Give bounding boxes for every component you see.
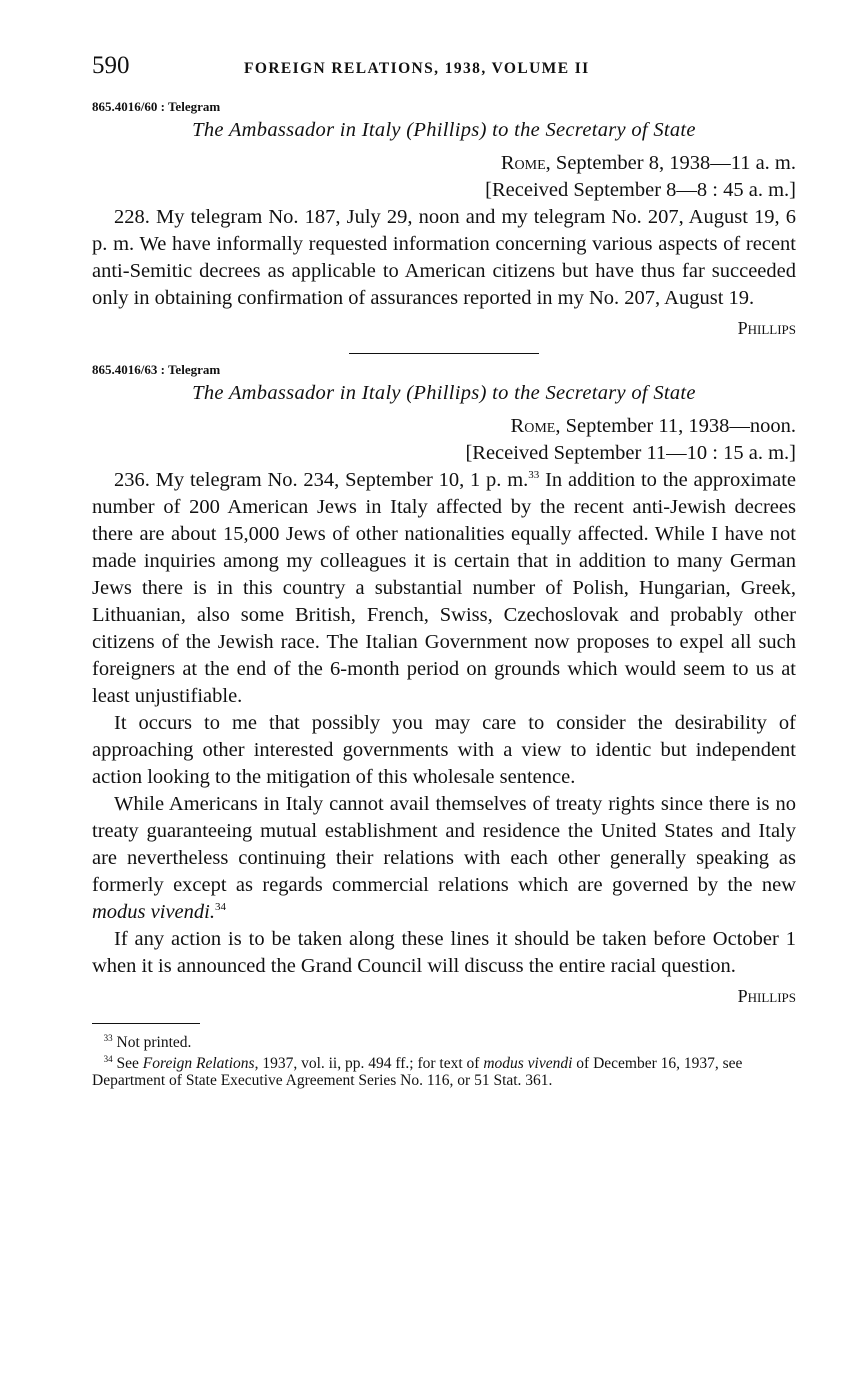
telegram-body-paragraph-4: If any action is to be taken along these lines it should be taken before October 1 when it is announced the Grand Council will discuss the entire racial question. bbox=[92, 928, 796, 977]
telegram-body-paragraph-1: 236. My telegram No. 234, September 10, 1 p. m.$^{33}$ In addition to the approximate number of 200 American Jews in Italy affected by the recent anti-Jewish decrees there are about 15,000 Jews of other nationalities equally affected. While I have not made inquiries among my colleagues it is certain that in addition to many German Jews there is in this country a substantial number of Polish, Hungarian, Greek, Lithuanian, also some British, French, Swiss, Czechoslovak and probably other citizens of the Jewish race. The Italian Government now proposes to expel all such foreigners at the end of the 6-month period on grounds which would seem to us at least unjustifiable. bbox=[92, 469, 796, 707]
footnote-33: $^{33}$ Not printed. bbox=[103, 1033, 192, 1052]
signature: Phillips bbox=[737, 986, 796, 1006]
date-time: , September 11, 1938—noon. bbox=[555, 415, 796, 437]
place-name: Rome bbox=[500, 152, 546, 174]
dateline bbox=[92, 413, 796, 440]
footnote-ref-33[interactable]: 33 bbox=[528, 469, 540, 482]
telegram-1 bbox=[92, 99, 796, 339]
footnote-34: $^{34}$ See Foreign Relations, 1937, vol. ii, pp. 494 ff.; for text of modus vivendi of December 16, 1937, see Department of State Executive Agreement Series No. 116, or 51 Stat. 361. bbox=[92, 1054, 743, 1090]
dateline bbox=[92, 150, 796, 177]
document-title: The Ambassador in Italy (Phillips) to the Secretary of State bbox=[192, 119, 696, 141]
received-line: [Received September 8—8 : 45 a. m.] bbox=[485, 179, 796, 201]
telegram-2 bbox=[92, 362, 796, 1007]
footnote-divider bbox=[92, 1023, 200, 1024]
page-header bbox=[92, 52, 796, 86]
signature: Phillips bbox=[737, 318, 796, 338]
section-divider bbox=[349, 353, 539, 354]
date-time: , September 8, 1938—11 a. m. bbox=[545, 152, 796, 174]
running-title: FOREIGN RELATIONS, 1938, VOLUME II bbox=[244, 60, 590, 77]
page-number: 590 bbox=[92, 52, 130, 79]
document-page bbox=[92, 52, 796, 1089]
telegram-body-paragraph-3: While Americans in Italy cannot avail themselves of treaty rights since there is no treaty guaranteeing mutual establishment and residence the United States and Italy are nevertheless continuing their relations with each other generally speaking as formerly except as regards commercial relations which are governed by the new modus vivendi.$^{34}$ bbox=[92, 793, 796, 923]
received-line: [Received September 11—10 : 15 a. m.] bbox=[465, 442, 796, 464]
file-reference: 865.4016/63 : Telegram bbox=[92, 362, 221, 377]
footnote-ref-34[interactable]: 34 bbox=[214, 901, 226, 914]
file-reference: 865.4016/60 : Telegram bbox=[92, 99, 221, 114]
document-title: The Ambassador in Italy (Phillips) to the Secretary of State bbox=[192, 382, 696, 404]
place-name: Rome bbox=[510, 415, 556, 437]
telegram-body-paragraph-2: It occurs to me that possibly you may care to consider the desirability of approaching other interested governments with a view to identic but independent action looking to the mitigation of this wholesale sentence. bbox=[92, 712, 796, 788]
telegram-body: 228. My telegram No. 187, July 29, noon and my telegram No. 207, August 19, 6 p. m. We have informally requested information concerning various aspects of recent anti-Semitic decrees as applicable to American citizens but have thus far succeeded only in obtaining confirmation of assurances reported in my No. 207, August 19. bbox=[92, 206, 796, 309]
